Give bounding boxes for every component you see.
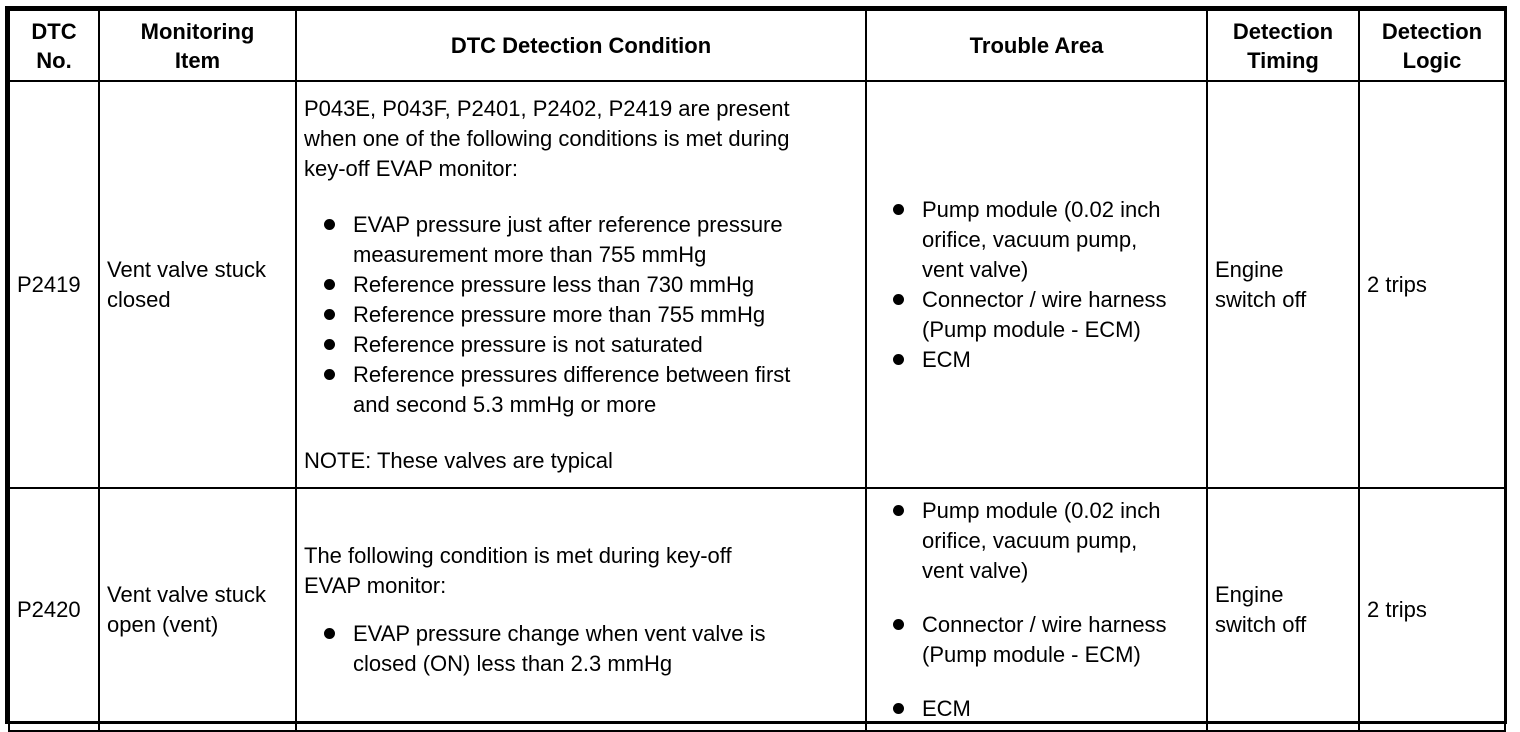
condition-bullet-list bbox=[304, 210, 865, 420]
detection-logic-cell: 2 trips bbox=[1359, 81, 1505, 488]
condition-intro: The following condition is met during key-off EVAP monitor: bbox=[304, 542, 732, 598]
header-detection-logic: Detection Logic bbox=[1359, 10, 1505, 81]
dtc-code: P2419 bbox=[17, 271, 81, 297]
condition-bullet: EVAP pressure just after reference pressure measurement more than 755 mmHg bbox=[304, 210, 865, 270]
condition-note: NOTE: These valves are typical bbox=[304, 447, 613, 473]
trouble-bullet: Pump module (0.02 inch orifice, vacuum pump, vent valve) bbox=[874, 496, 1206, 586]
condition-bullet: Reference pressures difference between first and second 5.3 mmHg or more bbox=[304, 360, 865, 420]
dtc-code-cell bbox=[9, 81, 99, 488]
header-dtc-no: DTC No. bbox=[9, 10, 99, 81]
condition-bullet-list bbox=[304, 619, 865, 679]
trouble-bullet: Pump module (0.02 inch orifice, vacuum pump, vent valve) bbox=[874, 195, 1206, 285]
trouble-area-cell bbox=[866, 81, 1207, 488]
detection-logic-cell: 2 trips bbox=[1359, 488, 1505, 731]
trouble-bullet-list bbox=[874, 195, 1206, 375]
header-detection-timing: Detection Timing bbox=[1207, 10, 1359, 81]
header-trouble-area: Trouble Area bbox=[866, 10, 1207, 81]
table-header-row bbox=[9, 10, 1505, 81]
table-row-p2420 bbox=[9, 488, 1505, 731]
trouble-bullet: ECM bbox=[874, 345, 1206, 375]
condition-bullet: EVAP pressure change when vent valve is closed (ON) less than 2.3 mmHg bbox=[304, 619, 865, 679]
trouble-bullet: Connector / wire harness (Pump module - ECM) bbox=[874, 610, 1206, 670]
monitoring-item-cell: Vent valve stuck closed bbox=[99, 81, 296, 488]
condition-bullet: Reference pressure less than 730 mmHg bbox=[304, 270, 865, 300]
condition-intro: P043E, P043F, P2401, P2402, P2419 are present when one of the following conditions is met during key-off EVAP monitor: bbox=[304, 95, 790, 181]
condition-bullet: Reference pressure is not saturated bbox=[304, 330, 865, 360]
detection-timing-cell: Engine switch off bbox=[1207, 81, 1359, 488]
dtc-table bbox=[8, 9, 1506, 732]
dtc-table-frame bbox=[5, 6, 1507, 724]
detection-condition-cell bbox=[296, 488, 866, 731]
monitoring-item-cell: Vent valve stuck open (vent) bbox=[99, 488, 296, 731]
trouble-bullet-list bbox=[874, 496, 1206, 724]
trouble-area-cell bbox=[866, 488, 1207, 731]
dtc-code: P2420 bbox=[17, 596, 81, 622]
trouble-bullet: Connector / wire harness (Pump module - ECM) bbox=[874, 285, 1206, 345]
condition-bullet: Reference pressure more than 755 mmHg bbox=[304, 300, 865, 330]
header-monitoring-item: Monitoring Item bbox=[99, 10, 296, 81]
detection-timing-cell: Engine switch off bbox=[1207, 488, 1359, 731]
detection-condition-cell bbox=[296, 81, 866, 488]
trouble-bullet: ECM bbox=[874, 694, 1206, 724]
table-row-p2419 bbox=[9, 81, 1505, 488]
dtc-code-cell bbox=[9, 488, 99, 731]
header-detection-condition: DTC Detection Condition bbox=[296, 10, 866, 81]
